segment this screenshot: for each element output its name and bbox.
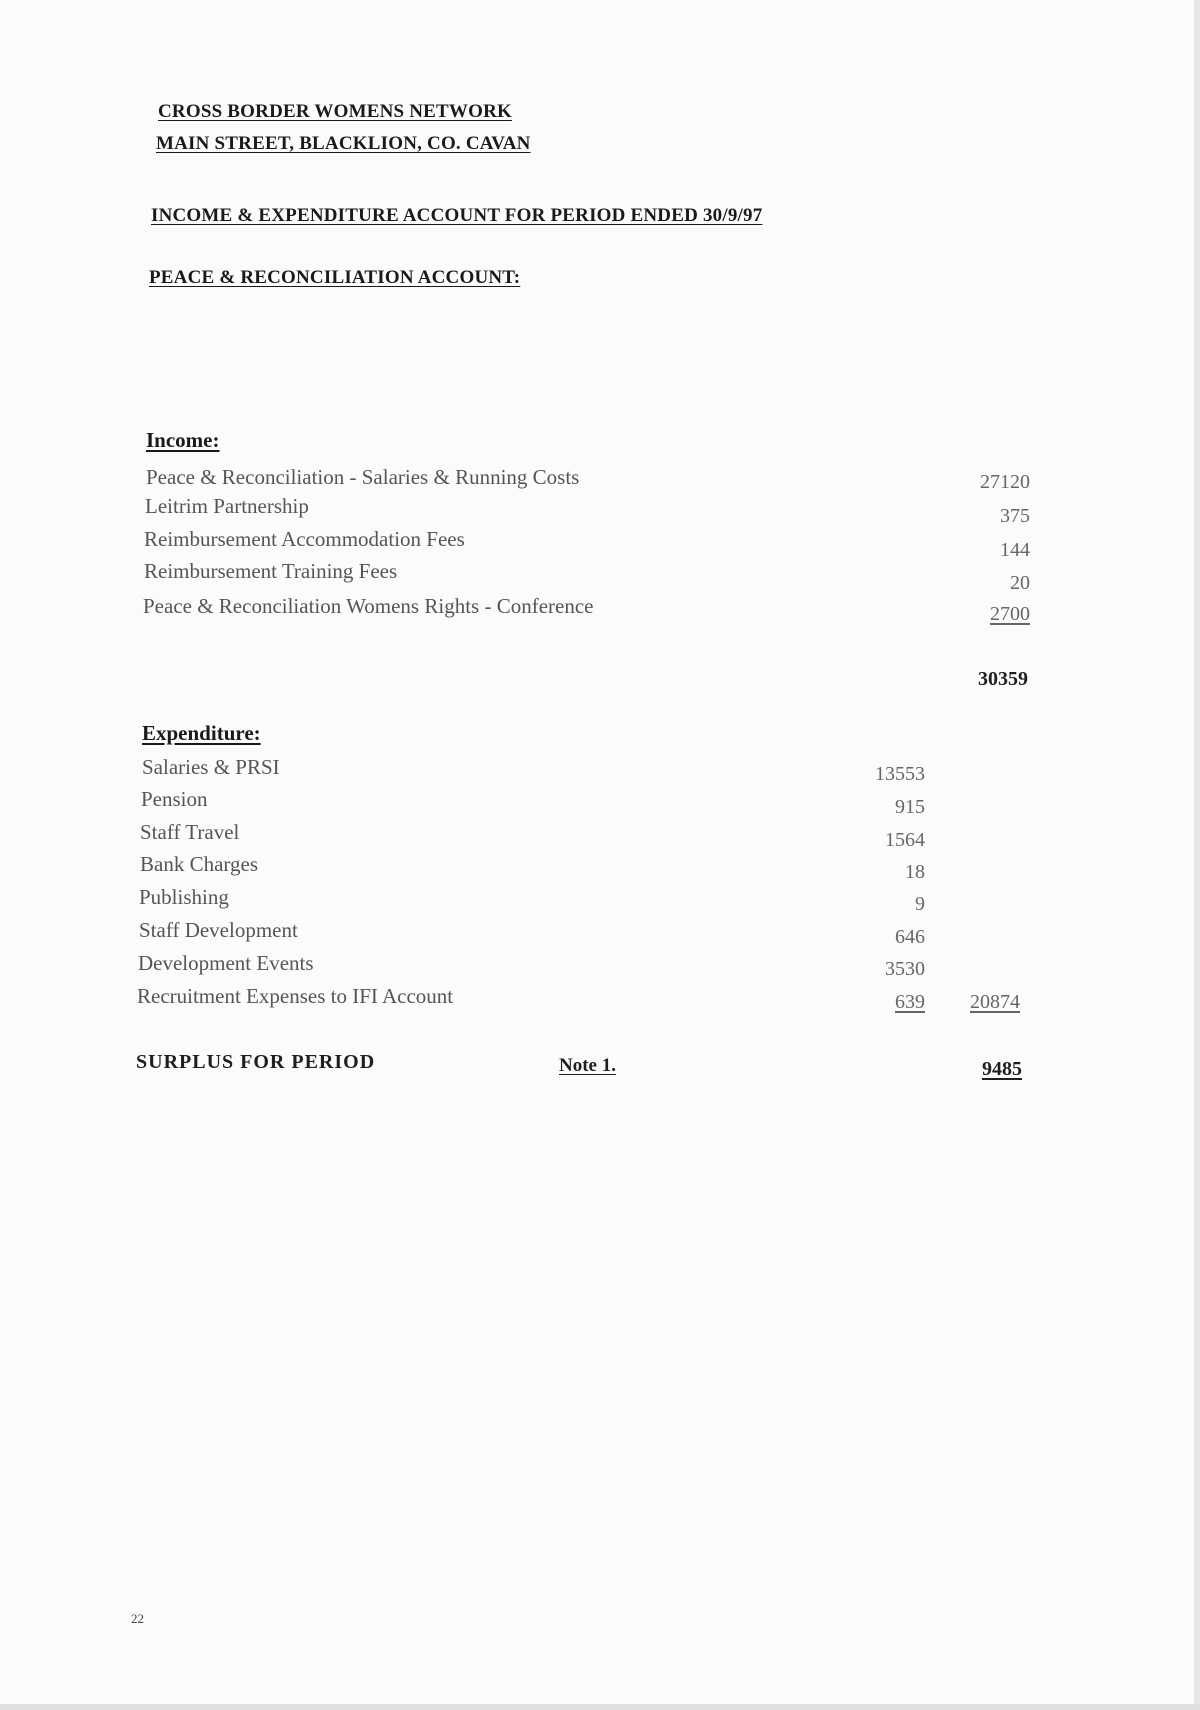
expenditure-row-label: Staff Development xyxy=(139,918,298,942)
income-row-amount: 144 xyxy=(1000,539,1030,561)
income-row-label: Peace & Reconciliation Womens Rights - Conference xyxy=(143,594,594,618)
income-heading: Income: xyxy=(146,428,220,452)
expenditure-row-amount: 9 xyxy=(915,893,925,915)
surplus-label: SURPLUS FOR PERIOD xyxy=(136,1051,376,1073)
expenditure-row-label: Bank Charges xyxy=(140,852,259,876)
expenditure-row-label: Pension xyxy=(141,787,208,811)
page-edge xyxy=(1194,0,1200,1710)
expenditure-total: 20874 xyxy=(970,991,1020,1013)
income-row-amount: 375 xyxy=(1000,505,1030,527)
statement-title: INCOME & EXPENDITURE ACCOUNT FOR PERIOD ENDED 30/9/97 xyxy=(151,205,763,226)
expenditure-row-label: Development Events xyxy=(138,951,314,975)
income-row-label: Reimbursement Training Fees xyxy=(144,559,398,583)
surplus-note: Note 1. xyxy=(559,1055,616,1076)
expenditure-row-label: Publishing xyxy=(139,885,229,909)
org-address: MAIN STREET, BLACKLION, CO. CAVAN xyxy=(156,133,531,154)
account-title: PEACE & RECONCILIATION ACCOUNT: xyxy=(149,267,521,288)
income-row-amount: 20 xyxy=(1010,572,1030,594)
income-row-label: Reimbursement Accommodation Fees xyxy=(144,527,465,551)
income-total: 30359 xyxy=(978,668,1028,690)
org-name: CROSS BORDER WOMENS NETWORK xyxy=(158,101,512,122)
income-row-label: Leitrim Partnership xyxy=(145,494,309,518)
expenditure-row-amount: 1564 xyxy=(885,829,925,851)
expenditure-row-amount: 13553 xyxy=(875,763,925,785)
expenditure-heading: Expenditure: xyxy=(142,721,261,745)
page-edge-bottom xyxy=(0,1704,1200,1710)
expenditure-row-label: Staff Travel xyxy=(140,820,240,844)
expenditure-row-amount: 3530 xyxy=(885,958,925,980)
income-row-amount: 27120 xyxy=(980,471,1030,493)
income-row-label: Peace & Reconciliation - Salaries & Running Costs xyxy=(146,465,580,489)
expenditure-row-amount: 639 xyxy=(895,991,925,1013)
page-number: 22 xyxy=(131,1611,144,1626)
expenditure-row-label: Recruitment Expenses to IFI Account xyxy=(137,984,454,1008)
expenditure-row-amount: 646 xyxy=(895,926,925,948)
expenditure-row-amount: 915 xyxy=(895,796,925,818)
expenditure-row-amount: 18 xyxy=(905,861,925,883)
expenditure-row-label: Salaries & PRSI xyxy=(142,755,280,779)
surplus-amount: 9485 xyxy=(982,1058,1022,1080)
income-row-amount: 2700 xyxy=(990,603,1030,625)
